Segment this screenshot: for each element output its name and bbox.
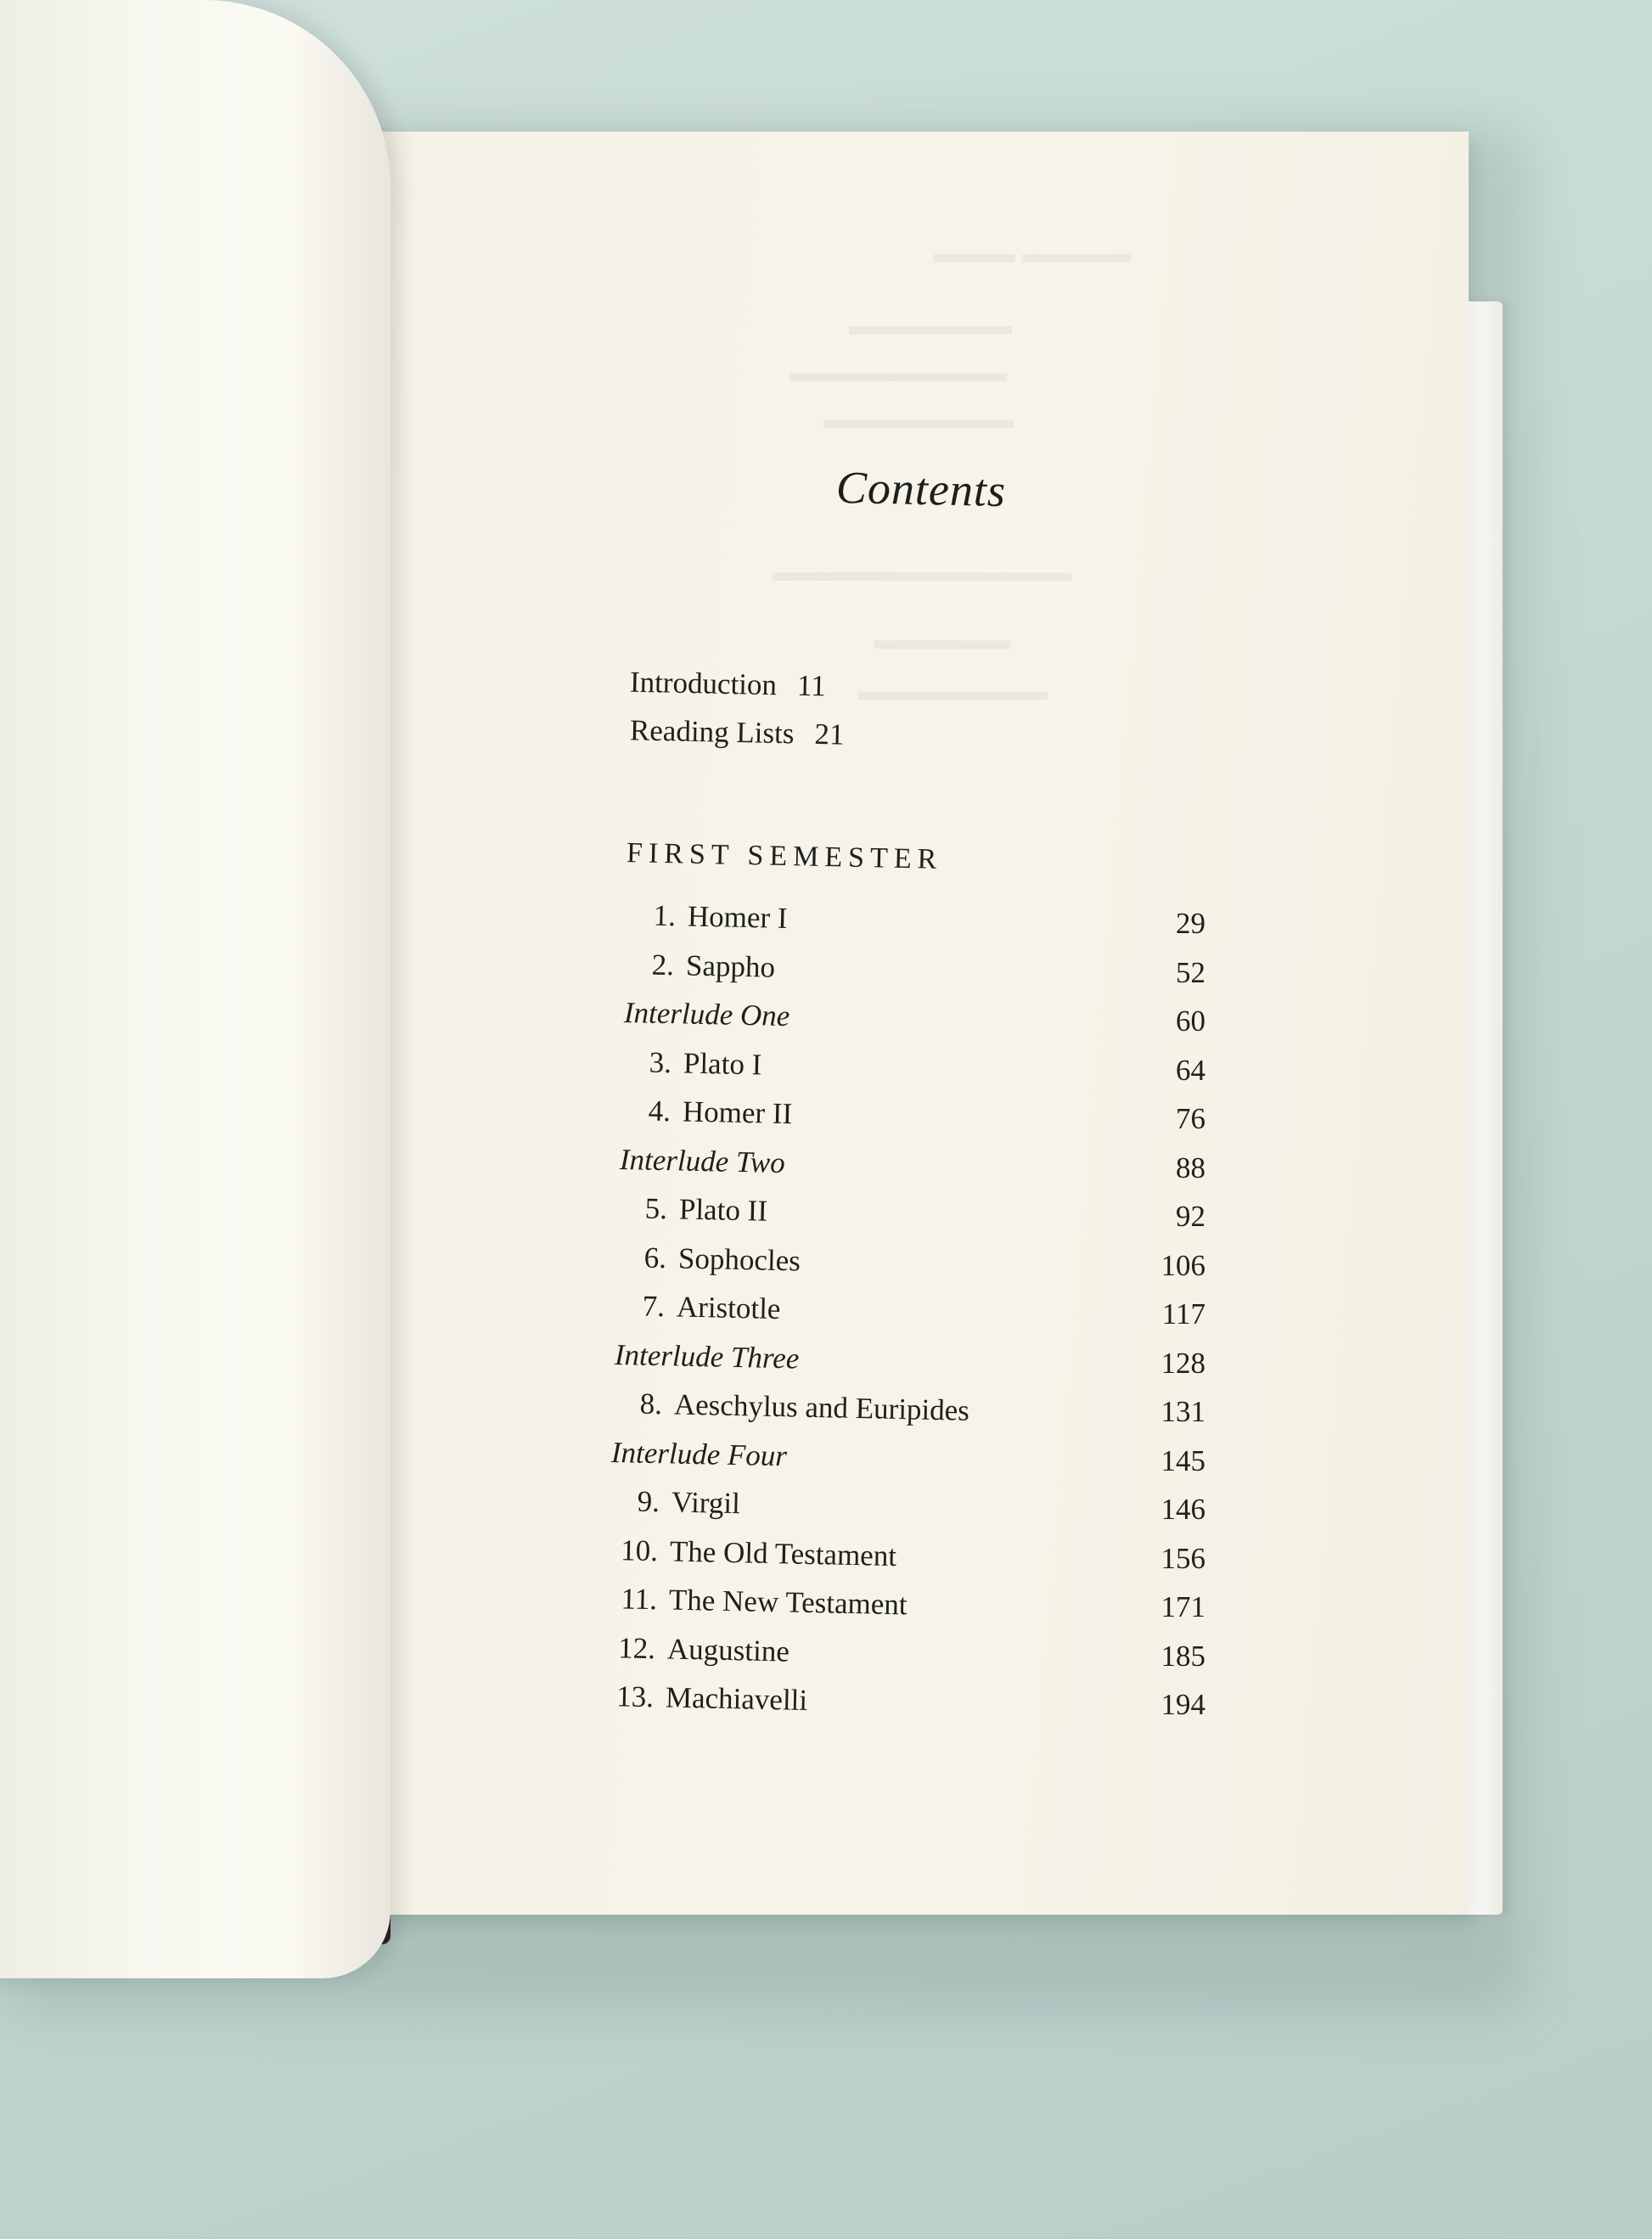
toc-entry-label: Virgil	[671, 1485, 741, 1521]
section-heading: FIRST SEMESTER	[626, 837, 943, 875]
toc-page-number: 52	[1176, 955, 1205, 989]
toc-entry-label: Augustine	[666, 1632, 790, 1668]
toc-chapter-row	[622, 1045, 762, 1082]
toc-page-number: 117	[1161, 1297, 1205, 1330]
toc-entry-label: Sophocles	[677, 1241, 801, 1278]
show-through-text: ▬▬▬▬▬▬	[849, 310, 1012, 340]
toc-chapter-row	[609, 1533, 897, 1573]
front-matter-label: Introduction	[629, 665, 778, 702]
toc-chapter-row	[610, 1484, 740, 1521]
left-page	[0, 0, 391, 1978]
toc-chapter-row	[618, 1191, 768, 1229]
toc-entry-label: The New Testament	[668, 1583, 907, 1622]
front-matter-reading-lists	[630, 713, 845, 751]
toc-entry-label: The Old Testament	[669, 1534, 897, 1572]
toc-chapter-row	[627, 898, 788, 936]
toc-chapter-number: 3.	[649, 1045, 672, 1079]
toc-chapter-row	[615, 1289, 781, 1326]
toc-page-number: 146	[1160, 1493, 1205, 1526]
toc-chapter-number: 8.	[639, 1387, 663, 1421]
toc-entry-label: Sappho	[685, 948, 776, 984]
toc-chapter-number: 1.	[653, 898, 677, 933]
show-through-text: ▬▬▬▬▬	[874, 624, 1010, 655]
toc-page-number: 131	[1160, 1395, 1205, 1428]
toc-chapter-number: 12.	[617, 1630, 656, 1665]
toc-entry-label: Plato I	[683, 1046, 762, 1081]
show-through-text: ▬▬▬ ▬▬▬▬	[934, 238, 1131, 268]
toc-entry-label: Interlude Four	[610, 1435, 788, 1472]
toc-chapter-row	[604, 1679, 808, 1718]
toc-chapter-number: 4.	[647, 1094, 671, 1128]
toc-chapter-number: 13.	[616, 1679, 655, 1714]
toc-chapter-number: 2.	[651, 948, 675, 982]
front-matter-page: 21	[814, 717, 845, 751]
toc-page-number: 171	[1160, 1590, 1205, 1623]
front-matter-label: Reading Lists	[629, 713, 795, 751]
toc-chapter-number: 10.	[621, 1533, 659, 1567]
toc-page-number: 156	[1160, 1541, 1205, 1575]
right-page	[348, 132, 1469, 1915]
toc-chapter-row	[621, 1094, 792, 1131]
toc-page-number: 145	[1160, 1443, 1205, 1477]
show-through-text: ▬▬▬▬▬▬▬▬	[789, 357, 1007, 387]
toc-entry-label: Interlude Three	[614, 1337, 800, 1375]
toc-chapter-row	[616, 1240, 801, 1279]
toc-interlude-row	[611, 1436, 788, 1473]
toc-chapter-row	[625, 948, 776, 985]
toc-interlude-row	[623, 996, 789, 1033]
toc-page-number: 106	[1160, 1248, 1205, 1282]
toc-chapter-number: 9.	[637, 1484, 660, 1519]
toc-chapter-number: 5.	[644, 1191, 668, 1226]
toc-entry-label: Homer I	[687, 899, 788, 935]
toc-page-number: 128	[1160, 1346, 1205, 1380]
front-matter-page: 11	[796, 668, 827, 703]
toc-interlude-row	[620, 1143, 786, 1180]
toc-page-number: 88	[1176, 1150, 1205, 1184]
toc-page-number: 60	[1176, 1004, 1205, 1038]
front-matter-introduction	[630, 666, 827, 704]
toc-entry-label: Aristotle	[676, 1290, 782, 1326]
toc-page-number: 92	[1176, 1200, 1205, 1233]
contents-title: Contents	[835, 461, 1007, 517]
toc-entry-label: Plato II	[678, 1192, 768, 1228]
toc-chapter-number: 11.	[620, 1582, 657, 1617]
toc-chapter-row	[606, 1631, 790, 1669]
toc-chapter-number: 7.	[642, 1289, 666, 1324]
toc-entry-label: Interlude Two	[619, 1142, 786, 1179]
toc-entry-label: Machiavelli	[665, 1680, 808, 1718]
show-through-text: ▬▬▬▬▬▬▬▬▬▬▬	[773, 556, 1071, 587]
toc-page-number: 64	[1176, 1053, 1205, 1087]
toc-entry-label: Interlude One	[623, 996, 790, 1033]
toc-chapter-row	[607, 1582, 907, 1622]
toc-interlude-row	[614, 1338, 799, 1376]
show-through-text: ▬▬▬▬▬▬▬	[857, 675, 1048, 706]
toc-page-number: 194	[1160, 1688, 1205, 1721]
toc-chapter-number: 6.	[643, 1240, 667, 1274]
toc-page-number: 185	[1160, 1639, 1205, 1673]
toc-entry-label: Homer II	[682, 1094, 793, 1131]
toc-entry-label: Aeschylus and Euripides	[673, 1387, 970, 1427]
toc-page-number: 29	[1176, 907, 1205, 940]
show-through-text: ▬▬▬▬▬▬▬	[823, 403, 1014, 434]
toc-page-number: 76	[1176, 1102, 1205, 1135]
